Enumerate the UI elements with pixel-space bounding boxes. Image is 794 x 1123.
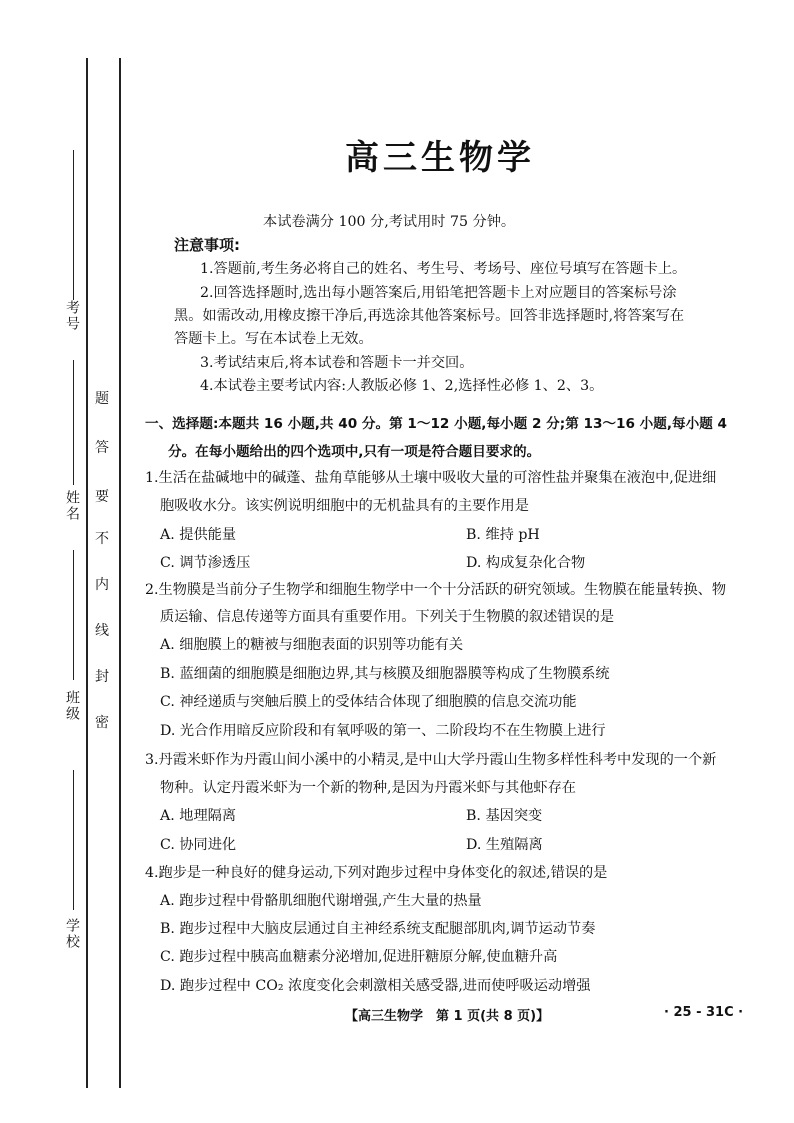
option-d: D. 生殖隔离 [466,837,543,853]
question-stem: 质运输、信息传递等方面具有重要作用。下列关于生物膜的叙述错误的是 [160,609,615,625]
question-stem: 物种。认定丹霞米虾为一个新的物种,是因为丹霞米虾与其他虾存在 [160,780,576,796]
notes-line: 4.本试卷主要考试内容:人教版必修 1、2,选择性必修 1、2、3。 [200,378,604,394]
seal-char: 内 [95,577,109,593]
class-label: 班级 [64,690,80,722]
option-b: B. 维持 pH [466,527,540,543]
option-d: D. 跑步过程中 CO₂ 浓度变化会刺激相关感受器,进而使呼吸运动增强 [160,978,591,994]
exam-number-label: 考号 [64,300,80,332]
page-footer: 【高三生物学 第 1 页(共 8 页)】 [345,1009,550,1024]
class-line [73,550,74,680]
seal-char: 封 [95,669,109,685]
notes-line: 黑。如需改动,用橡皮擦干净后,再选涂其他答案标号。回答非选择题时,将答案写在 [174,308,685,324]
option-b: B. 跑步过程中大脑皮层通过自主神经系统支配腿部肌肉,调节运动节奏 [160,921,596,937]
seal-char: 密 [95,715,109,731]
question-stem: 3.丹霞米虾作为丹霞山间小溪中的小精灵,是中山大学丹霞山生物多样性科考中发现的一个新 [145,752,717,768]
question-stem: 胞吸收水分。该实例说明细胞中的无机盐具有的主要作用是 [160,498,529,514]
option-a: A. 地理隔离 [160,808,237,824]
question-stem: 4.跑步是一种良好的健身运动,下列对跑步过程中身体变化的叙述,错误的是 [145,865,608,881]
school-line [73,770,74,910]
option-c: C. 调节渗透压 [160,555,251,571]
option-c: C. 跑步过程中胰高血糖素分泌增加,促进肝糖原分解,使血糖升高 [160,949,558,965]
section-heading-cont: 分。在每小题给出的四个选项中,只有一项是符合题目要求的。 [168,444,541,460]
binding-rule-right [119,58,121,1088]
notes-heading: 注意事项: [174,236,240,254]
option-d: D. 构成复杂化合物 [466,555,586,571]
name-line [73,360,74,485]
school-label: 学校 [64,918,80,950]
section-heading: 一、选择题:本题共 16 小题,共 40 分。第 1～12 小题,每小题 2 分;第 13～16 小题,每小题 4 [145,416,728,432]
subtitle: 本试卷满分 100 分,考试用时 75 分钟。 [263,214,516,230]
paper-code: · 25 - 31C · [664,1005,744,1020]
option-a: A. 细胞膜上的糖被与细胞表面的识别等功能有关 [160,637,464,653]
option-d: D. 光合作用暗反应阶段和有氧呼吸的第一、二阶段均不在生物膜上进行 [160,723,606,739]
notes-line: 答题卡上。写在本试卷上无效。 [174,331,373,347]
seal-char: 答 [95,440,109,456]
option-b: B. 基因突变 [466,808,543,824]
binding-rule-left [86,58,88,1088]
seal-char: 不 [95,531,109,547]
option-a: A. 提供能量 [160,527,237,543]
option-b: B. 蓝细菌的细胞膜是细胞边界,其与核膜及细胞器膜等构成了生物膜系统 [160,666,610,682]
notes-line: 3.考试结束后,将本试卷和答题卡一并交回。 [200,355,474,371]
seal-char: 线 [95,623,109,639]
page-title: 高三生物学 [345,138,535,178]
question-stem: 2.生物膜是当前分子生物学和细胞生物学中一个十分活跃的研究领域。生物膜在能量转换、物 [145,582,727,598]
notes-line: 2.回答选择题时,选出每小题答案后,用铅笔把答题卡上对应题目的答案标号涂 [200,285,677,301]
option-c: C. 神经递质与突触后膜上的受体结合体现了细胞膜的信息交流功能 [160,694,577,710]
name-label: 姓名 [64,490,80,522]
notes-line: 1.答题前,考生务必将自己的姓名、考生号、考场号、座位号填写在答题卡上。 [200,261,687,277]
option-c: C. 协同进化 [160,837,237,853]
seal-char: 题 [95,391,109,407]
seal-char: 要 [95,489,109,505]
option-a: A. 跑步过程中骨骼肌细胞代谢增强,产生大量的热量 [160,893,482,909]
question-stem: 1.生活在盐碱地中的碱蓬、盐角草能够从土壤中吸收大量的可溶性盐并聚集在液泡中,促进细 [145,470,717,486]
